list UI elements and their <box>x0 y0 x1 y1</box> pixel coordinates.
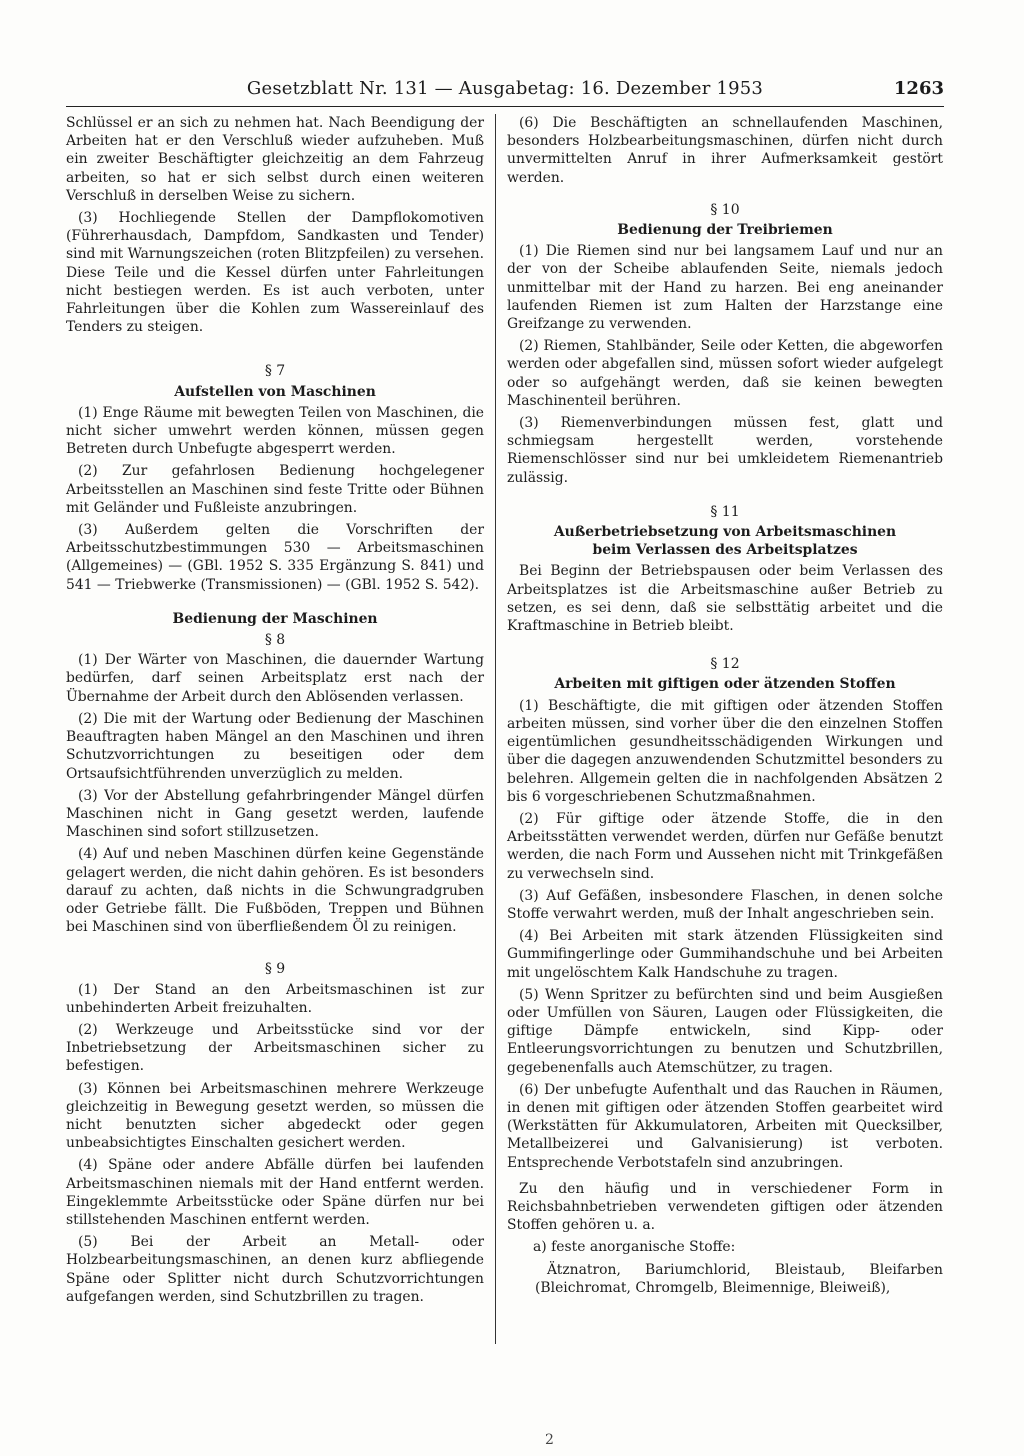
section-12-p6: (6) Der unbefugte Aufenthalt und das Rauchen in Räumen, in denen mit giftigen oder ätzenden Stoffen gearbeitet wird (Werkstätten für Akkumulatoren, Arbeiten mit Quecksilber, Metallbeizerei und Galvanisierung) ist verboten. Entsprechende Verbotstafeln sind anzubringen. <box>507 1081 943 1171</box>
right-column <box>507 114 943 1301</box>
section-10-p1: (1) Die Riemen sind nur bei langsamem Lauf und nur an der von der Scheibe ablaufenden Seite, niemals jedoch unmittelbar mit der Hand zu harzen. Bei eng aneinander laufenden Riemen ist zum Halten der Harzstange eine Greifzange zu verwenden. <box>507 243 943 333</box>
section-8-p4: (4) Auf und neben Maschinen dürfen keine Gegenstände gelagert werden, die nicht dahin gehören. Es ist besonders darauf zu achten, daß nichts in die Schwungradgruben oder Getriebe fällt. Die Fußböden, Treppen und Bühnen bei Maschinen sind von überfließendem Öl zu reinigen. <box>66 846 484 936</box>
section-11-title-line2: beim Verlassen des Arbeitsplatzes <box>592 542 858 559</box>
section-11-number: § 11 <box>710 503 740 520</box>
section-12-p1: (1) Beschäftigte, die mit giftigen oder ätzenden Stoffen arbeiten müssen, sind vorher über die den einzelnen Stoffen eigentümlichen gesundheitsschädigenden Wirkungen und über die dagegen anzuwendenden Schutzmittel besonders zu belehren. Allgemein gelten die in nachfolgenden Absätzen 2 bis 6 vorgeschriebenen Schutzmaßnahmen. <box>507 697 943 805</box>
section-7-p2: (2) Zur gefahrlosen Bedienung hochgelegener Arbeitsstellen an Maschinen sind feste Tritte oder Bühnen mit Geländer und Fußleiste anzubringen. <box>66 463 484 516</box>
section-11-p1: Bei Beginn der Betriebspausen oder beim Verlassen des Arbeitsplatzes ist die Arbeitsmaschine außer Betrieb zu setzen, es sei denn, daß sie selbsttätig arbeitet und die Kraftmaschine in Betrieb bleibt. <box>507 563 943 635</box>
section-10-p3: (3) Riemenverbindungen müssen fest, glatt und schmiegsam hergestellt werden, vorstehende Riemenschlösser sind nur bei umkleidetem Riemenantrieb zulässig. <box>507 415 943 486</box>
list-a-body: Ätznatron, Bariumchlorid, Bleistaub, Bleifarben (Bleichromat, Chromgelb, Bleimennige, Bleiweiß), <box>535 1261 943 1296</box>
section-7-p1: (1) Enge Räume mit bewegten Teilen von Maschinen, die nicht sicher umwehrt werden können, müssen gegen Betreten durch Unbefugte abgesperrt werden. <box>66 404 484 458</box>
section-10-title: Bedienung der Treibriemen <box>617 222 833 239</box>
section-9-p5: (5) Bei der Arbeit an Metall- oder Holzbearbeitungsmaschinen, an denen kurz abfliegende Späne oder Splitter nicht durch Schutzvorrichtungen aufgefangen werden, sind Schutzbrillen zu tragen. <box>66 1234 484 1305</box>
section-12-p3: (3) Auf Gefäßen, insbesondere Flaschen, in denen solche Stoffe verwahrt werden, muß der Inhalt angeschrieben sein. <box>507 887 943 922</box>
continued-paragraph: Schlüssel er an sich zu nehmen hat. Nach Beendigung der Arbeiten hat er den Verschluß wieder aufzuheben. Muß ein zweiter Beschäftigter gleichzeitig an dem Fahrzeug arbeiten, so hat er sich selbst durch einen weiteren Verschluß in derselben Weise zu sichern. <box>66 115 484 204</box>
section-12-p2: (2) Für giftige oder ätzende Stoffe, die in den Arbeitsstätten verwendet werden, dürfen nur Gefäße benutzt werden, die nach Form und Aussehen nicht mit Trinkgefäßen zu verwechseln sind. <box>507 810 943 882</box>
section-7-number: § 7 <box>264 363 286 380</box>
header-rule <box>66 106 944 107</box>
section-8-title: Bedienung der Maschinen <box>172 610 378 627</box>
left-column <box>66 114 484 1310</box>
section-7-p3: (3) Außerdem gelten die Vorschriften der Arbeitsschutzbestimmungen 530 — Arbeitsmaschinen (Allgemeines) — (GBl. 1952 S. 335 Ergänzung S. 841) und 541 — Triebwerke (Transmissionen) — (GBl. 1952 S. 542). <box>66 522 484 593</box>
section-8-number: § 8 <box>264 632 286 649</box>
list-a-label: a) feste anorganische Stoffe: <box>533 1239 736 1256</box>
column-divider <box>495 114 496 1344</box>
section-9-p3: (3) Können bei Arbeitsmaschinen mehrere Werkzeuge gleichzeitig in Bewegung gesetzt werden, so müssen die nicht benutzten sicher abgedeckt oder gegen unbeabsichtigtes Einschalten gesichert werden. <box>66 1080 484 1152</box>
header-title: Gesetzblatt Nr. 131 — Ausgabetag: 16. Dezember 1953 <box>246 78 764 99</box>
section-12-number: § 12 <box>710 656 740 673</box>
section-10-number: § 10 <box>710 201 740 218</box>
page-header <box>66 78 944 104</box>
section-11-title-line1: Außerbetriebsetzung von Arbeitsmaschinen <box>553 524 897 541</box>
footer-mark: 2 <box>545 1432 554 1448</box>
section-12-title: Arbeiten mit giftigen oder ätzenden Stoffen <box>554 676 896 693</box>
section-12-p7: Zu den häufig und in verschiedener Form in Reichsbahnbetrieben verwendeten giftigen oder ätzenden Stoffen gehören u. a. <box>507 1180 943 1234</box>
section-7-title: Aufstellen von Maschinen <box>174 383 376 400</box>
section-8-p2: (2) Die mit der Wartung oder Bedienung der Maschinen Beauftragten haben Mängel an den Maschinen und ihren Schutzvorrichtungen zu beseitigen oder dem Ortsaufsichtführenden unverzüglich zu melden. <box>66 710 484 782</box>
section-8-p3: (3) Vor der Abstellung gefahrbringender Mängel dürfen Maschinen nicht in Gang gesetzt werden, laufende Maschinen sind sofort stillzusetzen. <box>66 787 484 841</box>
section-10-p2: (2) Riemen, Stahlbänder, Seile oder Ketten, die abgeworfen werden oder abgefallen sind, müssen sofort wieder aufgelegt oder so aufgehängt werden, daß sie keinen bewegten Maschinenteil berühren. <box>507 338 943 409</box>
section-8-p1: (1) Der Wärter von Maschinen, die dauernder Wartung bedürfen, darf seinen Arbeitsplatz erst nach der Übernahme der Arbeit durch den Ablösenden verlassen. <box>66 652 484 705</box>
page-number: 1263 <box>893 78 944 99</box>
paragraph-3: (3) Hochliegende Stellen der Dampflokomotiven (Führerhausdach, Dampfdom, Sandkasten und Tender) sind mit Warnungszeichen (roten Blitzpfeilen) zu versehen. Diese Teile und die Kessel dürfen unter Fahrleitungen nicht bestiegen werden. Es ist auch verboten, unter Fahrleitungen über die Kohlen zum Wassereinlauf des Tenders zu steigen. <box>66 210 484 336</box>
section-9-p1: (1) Der Stand an den Arbeitsmaschinen ist zur unbehinderten Arbeit freizuhalten. <box>66 981 484 1016</box>
section-9-p4: (4) Späne oder andere Abfälle dürfen bei laufenden Arbeitsmaschinen niemals mit der Hand entfernt werden. Eingeklemmte Arbeitsstücke oder Späne dürfen nur bei stillstehenden Maschinen entfernt werden. <box>66 1157 484 1228</box>
section-12-p4: (4) Bei Arbeiten mit stark ätzenden Flüssigkeiten sind Gummifingerlinge oder Gummihandschuhe und bei Arbeiten mit ungelöschtem Kalk Handschuhe zu tragen. <box>507 928 943 981</box>
section-9-number: § 9 <box>264 961 286 978</box>
section-9-p2: (2) Werkzeuge und Arbeitsstücke sind vor der Inbetriebsetzung der Arbeitsmaschinen sicher zu befestigen. <box>66 1021 484 1075</box>
paragraph-6: (6) Die Beschäftigten an schnellaufenden Maschinen, besonders Holzbearbeitungsmaschinen, dürfen nicht durch unvermittelten Anruf in ihrer Aufmerksamkeit gestört werden. <box>507 115 943 186</box>
section-12-p5: (5) Wenn Spritzer zu befürchten sind und beim Ausgießen oder Umfüllen von Säuren, Laugen oder Flüssigkeiten, die giftige Dämpfe entwickeln, sind Kipp- oder Entleerungsvorrichtungen zu benutzen und Schutzbrillen, gegebenenfalls auch Atemschützer, zu tragen. <box>507 986 943 1076</box>
